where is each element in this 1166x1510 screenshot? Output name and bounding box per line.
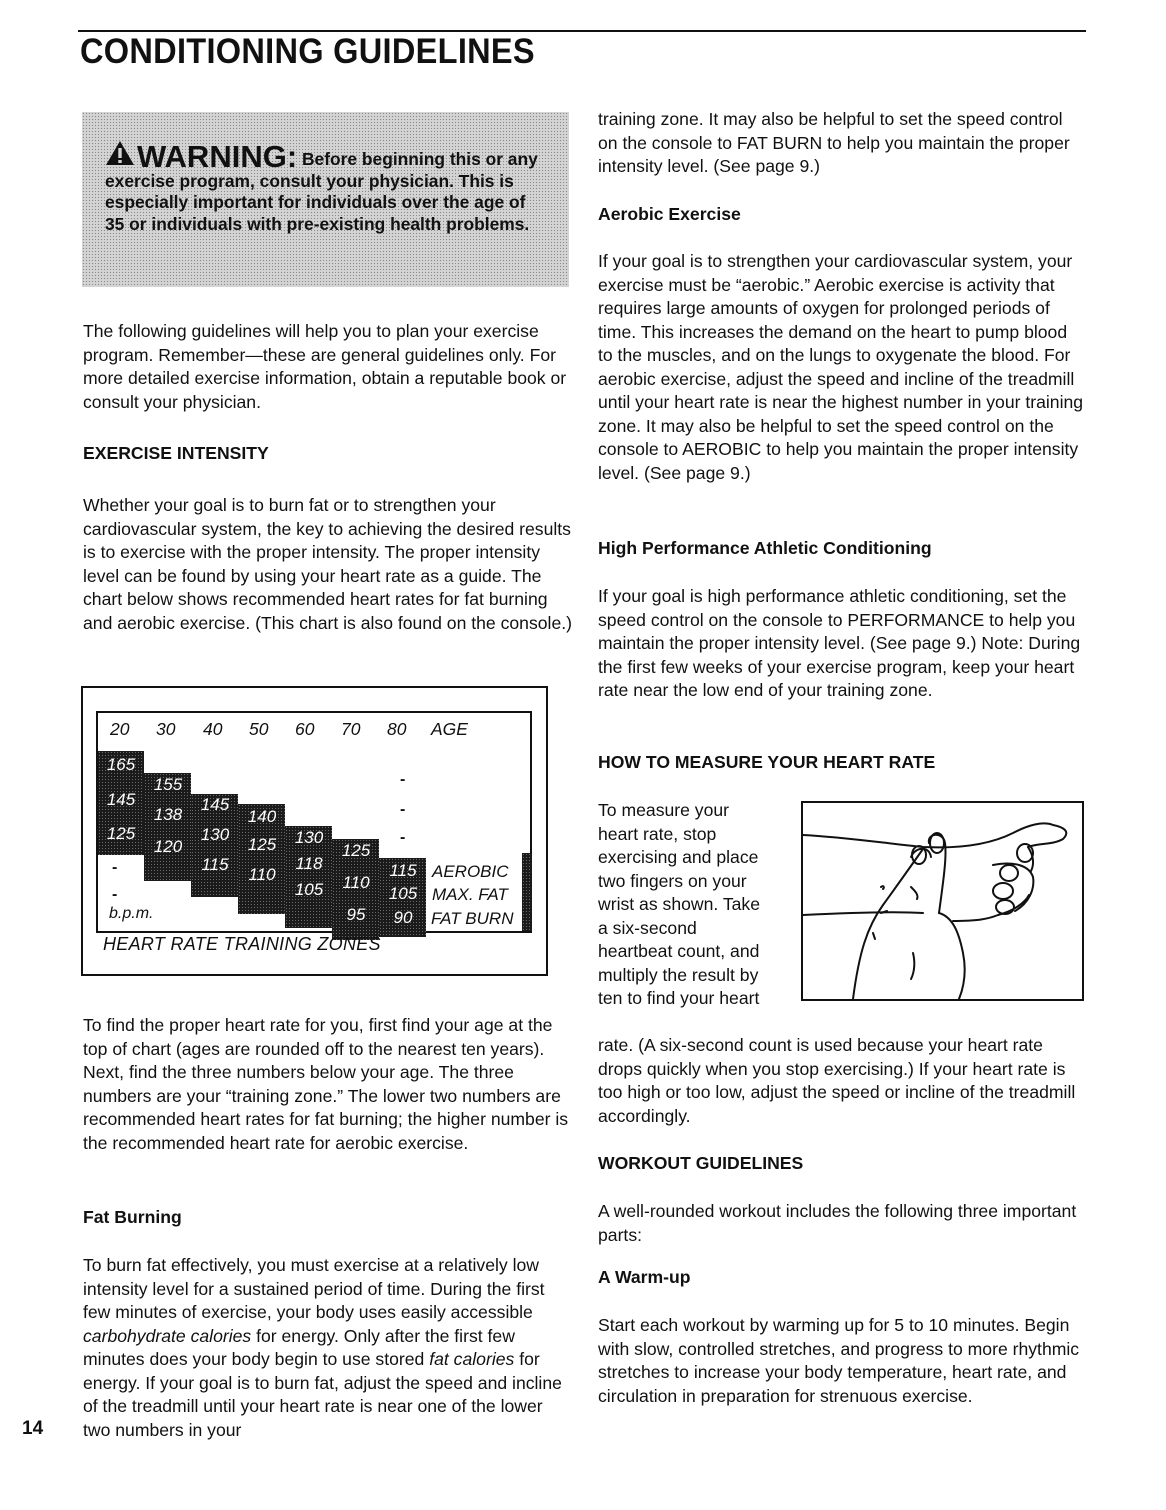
warm-up-heading: A Warm-up xyxy=(598,1267,691,1287)
bpm-label: b.p.m. xyxy=(109,905,154,922)
hr-20-maxfat: 145 xyxy=(106,790,136,809)
hr-40-aerobic: 145 xyxy=(200,795,230,814)
hr-60-maxfat: 118 xyxy=(295,854,323,873)
page-number: 14 xyxy=(22,1418,44,1439)
hr-40-fatburn: 115 xyxy=(201,855,229,874)
age-70: 70 xyxy=(341,719,361,739)
age-50: 50 xyxy=(249,719,269,739)
dash-mark: - xyxy=(400,801,406,818)
dash-mark: - xyxy=(400,829,406,846)
hr-70-maxfat: 110 xyxy=(342,873,370,892)
legend-aerobic: AEROBIC xyxy=(432,862,509,881)
hr-70-fatburn: 95 xyxy=(346,905,366,924)
emphasis-carbohydrate-calories: carbohydrate calories xyxy=(83,1325,252,1346)
aerobic-exercise-heading: Aerobic Exercise xyxy=(598,204,741,224)
measure-heart-rate-heading: HOW TO MEASURE YOUR HEART RATE xyxy=(598,752,936,772)
dash-mark: - xyxy=(112,886,118,903)
age-30: 30 xyxy=(156,719,176,739)
hr-20-aerobic: 165 xyxy=(106,755,136,774)
fat-burning-paragraph: To burn fat effectively, you must exercise at a relatively low intensity level for a sustained period of time. During the first few minutes of exercise, your body uses easily accessible carbohydrate calories for energy. Only after the first few minutes does your body begin to use stored fat calories for energy. If your goal is to burn fat, adjust the speed and incline of the treadmill until your heart rate is near one of the lower two numbers in your xyxy=(83,1255,562,1440)
workout-guidelines-paragraph: A well-rounded workout includes the following three important parts: xyxy=(598,1201,1077,1245)
warm-up-paragraph: Start each workout by warming up for 5 to 10 minutes. Begin with slow, controlled stretches, and progress to more rhythmic stretches to increase your body temperature, heart rate, and circulation in preparation for strenuous exercise. xyxy=(598,1315,1080,1406)
measure-paragraph-narrow: To measure your heart rate, stop exercising and place two fingers on your wrist as shown. Take a six-second heartbeat count, and multiply the result by ten to find your heart xyxy=(598,800,760,1008)
hr-30-maxfat: 138 xyxy=(153,805,183,824)
heart-rate-chart xyxy=(81,686,548,976)
exercise-intensity-paragraph: Whether your goal is to burn fat or to strengthen your cardiovascular system, the key to achieving the desired results is to exercise with the proper intensity. The proper intensity level can be found by using your heart rate as a guide. The chart below shows recommended heart rates for fat burning and aerobic exercise. (This chart is also found on the console.) xyxy=(83,495,572,633)
chart-title: HEART RATE TRAINING ZONES xyxy=(103,934,381,954)
hr-70-aerobic: 125 xyxy=(341,841,371,860)
age-header-row xyxy=(98,719,530,749)
legend-bar xyxy=(522,853,532,931)
hr-60-aerobic: 130 xyxy=(294,828,324,847)
hr-80-maxfat: 105 xyxy=(388,884,418,903)
age-label: AGE xyxy=(431,719,468,739)
warning-label: WARNING: xyxy=(137,139,298,174)
fat-burning-heading: Fat Burning xyxy=(83,1207,182,1227)
emphasis-fat-calories: fat calories xyxy=(429,1349,515,1369)
intro-paragraph: The following guidelines will help you to plan your exercise program. Remember—these are general guidelines only. For more detailed exercise information, obtain a reputable book or consult your physician. xyxy=(83,321,567,412)
hr-50-fatburn: 110 xyxy=(248,865,276,884)
hr-20-fatburn: 125 xyxy=(106,824,136,843)
age-20: 20 xyxy=(110,719,130,739)
dash-mark: - xyxy=(400,771,406,788)
age-80: 80 xyxy=(387,719,407,739)
hr-50-maxfat: 125 xyxy=(247,835,277,854)
page-title: CONDITIONING GUIDELINES xyxy=(80,32,535,71)
fat-burning-continued: training zone. It may also be helpful to set the speed control on the console to FAT BURN to help you maintain the proper intensity level. (See page 9.) xyxy=(598,109,1070,176)
hr-60-fatburn: 105 xyxy=(294,880,324,899)
exercise-intensity-heading: EXERCISE INTENSITY xyxy=(83,443,269,463)
age-60: 60 xyxy=(295,719,315,739)
performance-heading: High Performance Athletic Conditioning xyxy=(598,538,932,558)
warning-text: Before beginning this or any exercise program, consult your physician. This is especially important for individuals over the age of 35 or individuals with pre-existing health problems. xyxy=(105,149,538,234)
performance-paragraph: If your goal is high performance athletic conditioning, set the speed control on the console to PERFORMANCE to help you maintain the proper intensity level. (See page 9.) Note: During the first few weeks of your exercise program, keep your heart rate near the low end of your training zone. xyxy=(598,586,1081,700)
warning-triangle-icon xyxy=(105,140,135,166)
wrist-pulse-illustration xyxy=(801,801,1084,1001)
hr-80-fatburn: 90 xyxy=(393,908,413,927)
age-40: 40 xyxy=(203,719,223,739)
hr-80-aerobic: 115 xyxy=(389,861,417,880)
hr-30-fatburn: 120 xyxy=(153,837,183,856)
warning-box xyxy=(82,112,569,287)
workout-guidelines-heading: WORKOUT GUIDELINES xyxy=(598,1153,804,1173)
aerobic-exercise-paragraph: If your goal is to strengthen your cardiovascular system, your exercise must be “aerobic.” Aerobic exercise is activity that requires large amounts of oxygen for prolonged periods of time. This increases the demand on the heart to pump blood to the muscles, and on the lungs to oxygenate the blood. For aerobic exercise, adjust the speed and incline of the treadmill until your heart rate is near the highest number in your training zone. It may also be helpful to set the speed control on the console to AEROBIC to help you maintain the proper intensity level. (See page 9.) xyxy=(598,251,1084,483)
hr-30-aerobic: 155 xyxy=(153,775,183,794)
heart-rate-table xyxy=(96,711,532,933)
hr-40-maxfat: 130 xyxy=(200,825,230,844)
legend-fat-burn: FAT BURN xyxy=(431,909,514,928)
measure-paragraph-wide: rate. (A six-second count is used because your heart rate drops quickly when you stop exercising.) If your heart rate is too high or too low, adjust the speed or incline of the treadmill accordingly. xyxy=(598,1035,1076,1126)
find-rate-paragraph: To find the proper heart rate for you, first find your age at the top of chart (ages are rounded off to the nearest ten years). Next, find the three numbers below your age. The three numbers are your “training zone.” The lower two numbers are recommended heart rates for fat burning; the higher number is the recommended heart rate for aerobic exercise. xyxy=(83,1015,569,1153)
dash-mark: - xyxy=(112,859,118,876)
legend-max-fat: MAX. FAT xyxy=(432,885,508,904)
hr-50-aerobic: 140 xyxy=(247,807,277,826)
